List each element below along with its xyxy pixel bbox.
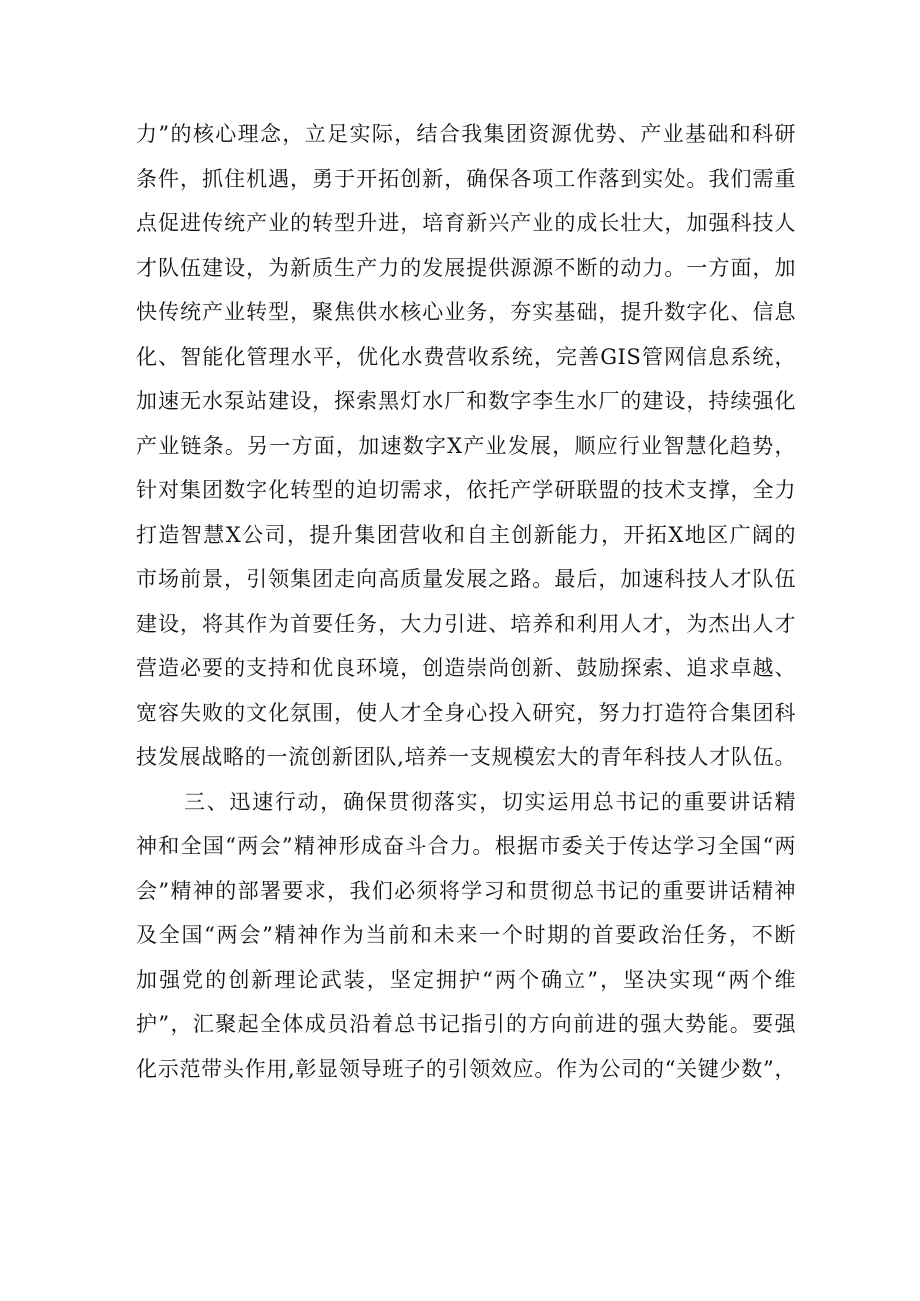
text-line: 打造智慧X公司，提升集团营收和自主创新能力，开拓X地区广阔的 bbox=[136, 522, 796, 547]
text-line: 会”精神的部署要求，我们必须将学习和贯彻总书记的重要讲话精神 bbox=[136, 878, 796, 903]
text-line: 条件，抓住机遇，勇于开拓创新，确保各项工作落到实处。我们需重 bbox=[136, 166, 796, 191]
text-line: 市场前景，引领集团走向高质量发展之路。最后，加速科技人才队伍 bbox=[136, 567, 796, 591]
text-line: 技发展战略的一流创新团队,培养一支规模宏大的青年科技人才队伍。 bbox=[136, 745, 796, 769]
text-line: 化、智能化管理水平，优化水费营收系统，完善GIS管网信息系统， bbox=[136, 344, 796, 369]
text-line: 加强党的创新理论武装，坚定拥护“两个确立”，坚决实现“两个维 bbox=[136, 967, 796, 992]
text-line: 宽容失败的文化氛围，使人才全身心投入研究，努力打造符合集团科 bbox=[136, 700, 796, 725]
text-line: 加速无水泵站建设，探索黑灯水厂和数字李生水厂的建设，持续强化 bbox=[136, 389, 796, 413]
text-line: 建设，将其作为首要任务，大力引进、培养和利用人才，为杰出人才 bbox=[136, 611, 796, 636]
text-line: 营造必要的支持和优良环境，创造崇尚创新、鼓励探索、追求卓越、 bbox=[136, 656, 796, 680]
text-line: 快传统产业转型，聚焦供水核心业务，夯实基础，提升数字化、信息 bbox=[136, 300, 796, 324]
text-line: 才队伍建设，为新质生产力的发展提供源源不断的动力。一方面，加 bbox=[136, 255, 796, 280]
document-body bbox=[136, 112, 796, 1091]
text-line: 神和全国“两会”精神形成奋斗合力。根据市委关于传达学习全国“两 bbox=[136, 834, 796, 858]
text-line: 点促进传统产业的转型升进，培育新兴产业的成长壮大，加强科技人 bbox=[136, 211, 796, 235]
text-line: 护”，汇聚起全体成员沿着总书记指引的方向前进的强大势能。要强 bbox=[136, 1012, 796, 1036]
text-line: 产业链条。另一方面，加速数字X产业发展，顺应行业智慧化趋势， bbox=[136, 433, 796, 458]
text-line: 三、迅速行动，确保贯彻落实，切实运用总书记的重要讲话精 bbox=[184, 789, 796, 814]
text-line: 力”的核心理念，立足实际，结合我集团资源优势、产业基础和科研 bbox=[136, 122, 796, 146]
text-line: 及全国“两会”精神作为当前和未来一个时期的首要政治任务，不断 bbox=[136, 923, 796, 947]
text-line: 针对集团数字化转型的迫切需求，依托产学研联盟的技术支撑，全力 bbox=[136, 478, 796, 502]
text-line: 化示范带头作用,彰显领导班子的引领效应。作为公司的“关键少数”， bbox=[136, 1056, 796, 1081]
